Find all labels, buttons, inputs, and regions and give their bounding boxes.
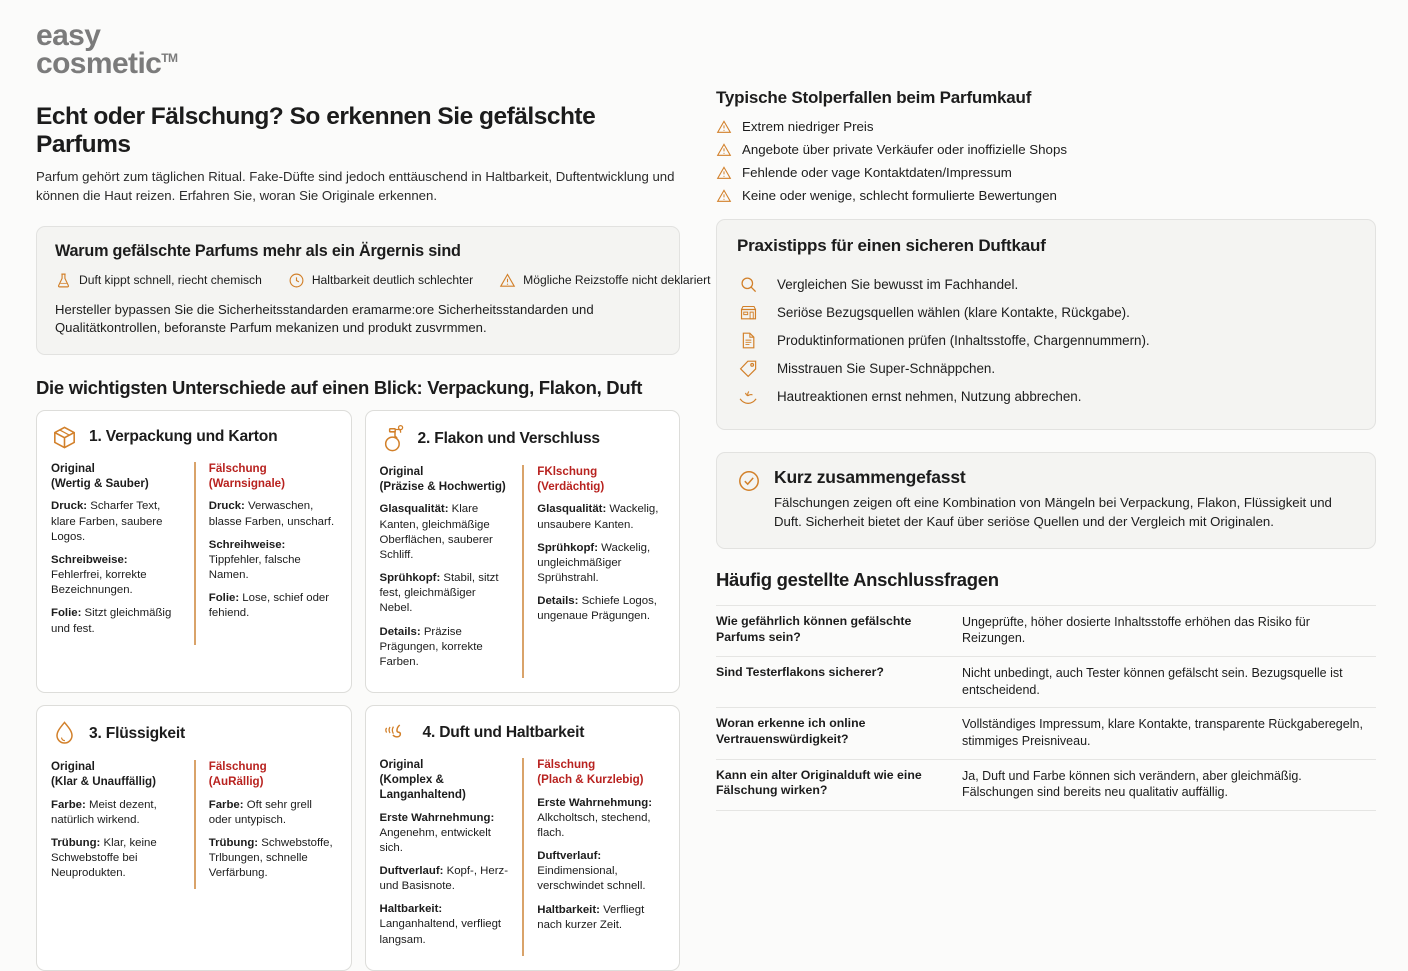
brand-logo: [36, 19, 680, 80]
orig-head-line1: Original: [379, 758, 424, 772]
card-fake-column: [194, 462, 337, 645]
fake-head-line1: Fälschung: [537, 758, 596, 772]
card-row: [537, 594, 665, 624]
row-value: Tippfehler, falsche Namen.: [208, 553, 301, 582]
card-title: 4. Duft und Haltbarkeit: [422, 724, 585, 742]
fake-head-line2: (Verdächtig): [537, 479, 605, 493]
row-key: Folie:: [51, 607, 82, 620]
list-item: [716, 115, 1376, 138]
row-value: Wackelig, ungleichmäßiger Sprühstrahl.: [537, 541, 651, 585]
warning-panel-body: Hersteller bypassen Sie die Sicherheitsstandarden eramarme:ore Sicherheitsstandarden und Qualitätkontrollen, beforanste Parfum mekanizen und produkt zusvrmmen.: [55, 301, 594, 336]
card-row: [537, 541, 665, 586]
card-row: [51, 798, 182, 828]
brand-line-1: easy: [36, 19, 101, 52]
row-key: Duftverlauf:: [537, 850, 602, 863]
orig-head-line1: Original: [51, 760, 95, 774]
list-item-label: Produktinformationen prüfen (Inhaltsstoffe, Chargennummern).: [777, 332, 1150, 348]
comparison-card: [36, 705, 352, 971]
tips-panel-title: Praxistipps für einen sicheren Duftkauf: [737, 236, 1046, 255]
list-item-label: Seriöse Bezugsquellen wählen (klare Kontakte, Rückgabe).: [777, 304, 1130, 320]
row-value: Verwaschen, blasse Farben, unscharf.: [208, 500, 335, 528]
row-key: Druck:: [208, 500, 245, 513]
fake-head-line2: (Warnsignale): [208, 476, 285, 490]
row-value: Oft sehr grell oder untypisch.: [208, 798, 312, 826]
row-key: Farbe:: [51, 798, 86, 811]
row-key: Folie:: [208, 592, 240, 605]
check-circle-icon: [737, 467, 761, 532]
warning-badge: [288, 272, 473, 289]
card-row: [537, 849, 665, 894]
faq-answer: Vollständiges Impressum, klare Kontakte, transparente Rückgaberegeln, stimmiges Preisniveau.: [962, 717, 1363, 748]
card-row: [380, 902, 511, 947]
row-value: Meist dezent, natürlich wirkend.: [51, 798, 157, 826]
page-lead: Parfum gehört zum täglichen Ritual. Fake-Düfte sind jedoch enttäuschend in Haltbarkeit, Duftentwicklung und können die Haut reizen. Erfahren Sie, woran Sie Originale erkennen.: [36, 169, 675, 203]
row-value: Sitzt gleichmäßig und fest.: [51, 607, 172, 635]
card-header: [51, 719, 337, 749]
row-value: Wackelig, unsaubere Kanten.: [537, 503, 659, 531]
card-row: [380, 625, 511, 670]
flask-icon: [55, 272, 72, 289]
card-title: 2. Flakon und Verschluss: [417, 429, 600, 447]
list-item: [737, 298, 1355, 326]
card-row: [537, 903, 665, 933]
orig-head-line2: (Komplex & Langanhaltend): [379, 772, 466, 801]
card-row: [380, 811, 511, 856]
card-fake-column: [522, 758, 665, 956]
comparison-card: [36, 410, 352, 693]
card-original-column: [380, 758, 523, 956]
card-fake-column: [522, 465, 665, 678]
warning-triangle-icon: [716, 142, 732, 158]
row-value: Präzise Prägungen, korrekte Farben.: [379, 625, 483, 668]
pitfalls-list: [716, 115, 1376, 207]
fake-head-line1: FKlschung: [537, 464, 598, 478]
store-icon: [737, 303, 759, 322]
table-row: [716, 605, 1376, 657]
orig-head-line2: (Klar & Unauffällig): [51, 774, 156, 788]
pitfalls-heading: Typische Stolperfallen beim Parfumkauf: [716, 88, 1032, 107]
faq-table: [716, 605, 1376, 811]
card-original-column: [380, 465, 523, 678]
row-value: Klar, keine Schwebstoffe bei Neuprodukten.: [51, 837, 157, 880]
warning-badge-label: Haltbarkeit deutlich schlechter: [311, 273, 474, 288]
warning-triangle-icon: [716, 119, 732, 135]
warning-badge: [55, 272, 262, 289]
row-value: Alkcholtsch, stechend, flach.: [537, 811, 651, 839]
warning-triangle-icon: [716, 165, 732, 181]
faq-answer: Nicht unbedingt, auch Tester können gefälscht sein. Bezugsquelle ist entscheidend.: [962, 666, 1343, 697]
orig-head-line1: Original: [51, 461, 95, 475]
warning-badge-row: [55, 272, 711, 289]
warning-panel: [36, 226, 711, 355]
list-item: [716, 184, 1376, 207]
fake-head-line1: Fälschung: [208, 461, 267, 475]
droplet-icon: [51, 719, 78, 749]
fake-head-line1: Fälschung: [208, 760, 267, 774]
row-key: Trübung:: [51, 837, 101, 849]
row-key: Schreihweise:: [208, 538, 286, 551]
row-value: Schiefe Logos, ungenaue Prägungen.: [537, 595, 657, 623]
card-row: [51, 499, 182, 544]
compare-heading: Die wichtigsten Unterschiede auf einen Blick: Verpackung, Flakon, Duft: [36, 376, 643, 398]
card-row: [537, 796, 665, 841]
box-icon: [51, 424, 78, 451]
card-row: [51, 553, 182, 598]
list-item-label: Misstrauen Sie Super-Schnäppchen.: [777, 360, 996, 376]
list-item-label: Keine oder wenige, schlecht formulierte Bewertungen: [742, 188, 1057, 203]
warning-badge-label: Mögliche Reizstoffe nicht deklariert: [523, 273, 711, 288]
nose-scent-icon: [380, 719, 412, 747]
warning-badge-label: Duft kippt schnell, riecht chemisch: [79, 273, 262, 288]
faq-question: Woran erkenne ich online Vertrauenswürdigkeit?: [716, 716, 866, 747]
row-key: Details:: [379, 625, 421, 638]
row-key: Sprühkopf:: [379, 572, 441, 585]
card-original-column: [51, 760, 194, 889]
row-key: Trübung:: [208, 837, 259, 849]
warning-badge: [499, 272, 710, 289]
row-key: Details:: [537, 595, 579, 608]
row-value: Eindimensional, verschwindet schnell.: [537, 865, 646, 893]
warning-panel-title: Warum gefälschte Parfums mehr als ein Ärgernis sind: [55, 241, 461, 260]
row-value: Langanhaltend, verfliegt langsam.: [379, 918, 502, 946]
list-item: [737, 382, 1355, 411]
table-row: [716, 760, 1376, 811]
hand-care-icon: [737, 387, 759, 407]
card-row: [380, 571, 511, 616]
right-column: [710, 0, 1408, 800]
page-title: Echt oder Fälschung? So erkennen Sie gefälschte Parfums: [36, 103, 596, 159]
card-original-column: [51, 462, 194, 645]
list-item: [737, 270, 1355, 298]
list-item-label: Vergleichen Sie bewusst im Fachhandel.: [777, 276, 1019, 292]
faq-heading: Häufig gestellte Anschlussfragen: [716, 568, 999, 590]
row-value: Fehlerfrei, korrekte Bezeichnungen.: [51, 569, 147, 597]
faq-answer: Ja, Duft und Farbe können sich verändern, aber gleichmäßig. Fälschungen sind bereits neu qualitativ auffällig.: [962, 768, 1302, 800]
table-row: [716, 657, 1376, 708]
card-row: [209, 538, 337, 583]
document-icon: [737, 331, 759, 350]
summary-panel: [716, 452, 1376, 549]
row-key: Duftverlauf:: [379, 864, 444, 877]
row-value: Scharfer Text, klare Farben, saubere Logos.: [51, 500, 163, 543]
card-row: [209, 591, 337, 621]
list-item-label: Fehlende oder vage Kontaktdaten/Impressum: [742, 165, 1012, 180]
list-item: [737, 354, 1355, 382]
row-key: Druck:: [51, 500, 88, 513]
list-item: [716, 161, 1376, 184]
orig-head-line2: (Wertig & Sauber): [51, 476, 149, 490]
card-row: [51, 836, 182, 881]
row-key: Haltbarkeit:: [537, 903, 600, 916]
row-key: Schreibweise:: [51, 553, 128, 566]
list-item: [737, 326, 1355, 354]
warning-triangle-icon: [716, 188, 732, 204]
row-value: Stabil, sitzt fest, gleichmäßiger Nebel.: [379, 572, 499, 615]
tips-list: [737, 270, 1355, 411]
clock-icon: [288, 272, 305, 289]
warning-triangle-icon: [499, 272, 516, 289]
row-value: Verfliegt nach kurzer Zeit.: [537, 903, 645, 931]
row-key: Erste Wahrnehmung:: [537, 796, 653, 809]
card-row: [380, 502, 511, 563]
brand-tm: TM: [161, 50, 178, 65]
orig-head-line2: (Präzise & Hochwertig): [379, 479, 506, 493]
row-key: Sprühkopf:: [537, 541, 598, 554]
card-fake-column: [194, 760, 337, 889]
comparison-card: [365, 705, 681, 971]
card-row: [51, 606, 182, 636]
faq-answer: Ungeprüfte, höher dosierte Inhaltsstoffe erhöhen das Risiko für Reizungen.: [962, 614, 1310, 646]
row-key: Haltbarkeit:: [379, 903, 443, 916]
card-row: [380, 864, 511, 894]
orig-head-line1: Original: [379, 464, 424, 478]
row-value: Angenehm, entwickelt sich.: [379, 826, 491, 854]
row-key: Glasqualität:: [537, 503, 607, 516]
card-header: [380, 424, 666, 454]
row-key: Glasqualität:: [379, 503, 449, 516]
comparison-card: [365, 410, 681, 693]
comparison-card-grid: [36, 410, 680, 971]
perfume-bottle-icon: [380, 424, 407, 454]
summary-panel-body: Fälschungen zeigen oft eine Kombination von Mängeln bei Verpackung, Flakon, Flüssigkeit und Duft. Sicherheit bietet der Kauf über seriöse Quellen und der Vergleich mit Originalen.: [774, 495, 1332, 529]
fake-head-line2: (AuRällig): [208, 774, 264, 788]
card-row: [209, 798, 337, 828]
tag-icon: [737, 359, 759, 378]
card-title: 3. Flüssigkeit: [89, 725, 185, 743]
card-row: [537, 502, 665, 532]
brand-line-2: cosmetic: [36, 46, 162, 80]
list-item-label: Hautreaktionen ernst nehmen, Nutzung abbrechen.: [777, 389, 1082, 404]
card-header: [51, 424, 337, 451]
search-icon: [737, 275, 759, 294]
row-value: Schwebstoffe, Trlbungen, schnelle Verfärbung.: [208, 837, 333, 880]
row-key: Erste Wahrnehmung:: [379, 811, 495, 824]
fake-head-line2: (Plach & Kurzlebig): [537, 772, 644, 786]
list-item-label: Angebote über private Verkäufer oder inoffizielle Shops: [742, 142, 1068, 157]
card-row: [209, 499, 337, 529]
row-value: Lose, schief oder fehiend.: [208, 592, 330, 620]
card-header: [380, 719, 666, 747]
row-key: Farbe:: [208, 798, 244, 811]
card-title: 1. Verpackung und Karton: [89, 428, 278, 446]
list-item-label: Extrem niedriger Preis: [742, 119, 874, 134]
left-column: [0, 0, 711, 946]
list-item: [716, 138, 1376, 161]
card-row: [209, 836, 337, 881]
faq-question: Wie gefährlich können gefälschte Parfums sein?: [716, 613, 912, 644]
summary-panel-title: Kurz zusammengefasst: [774, 467, 966, 487]
faq-question: Kann ein alter Originalduft wie eine Fälschung wirken?: [716, 767, 922, 798]
table-row: [716, 708, 1376, 759]
tips-panel: [716, 219, 1376, 430]
row-value: Kopf-, Herz- und Basisnote.: [379, 864, 508, 893]
faq-question: Sind Testerflakons sicherer?: [716, 665, 884, 679]
row-value: Klare Kanten, gleichmäßige Oberflächen, sauberer Schliff.: [379, 503, 493, 561]
